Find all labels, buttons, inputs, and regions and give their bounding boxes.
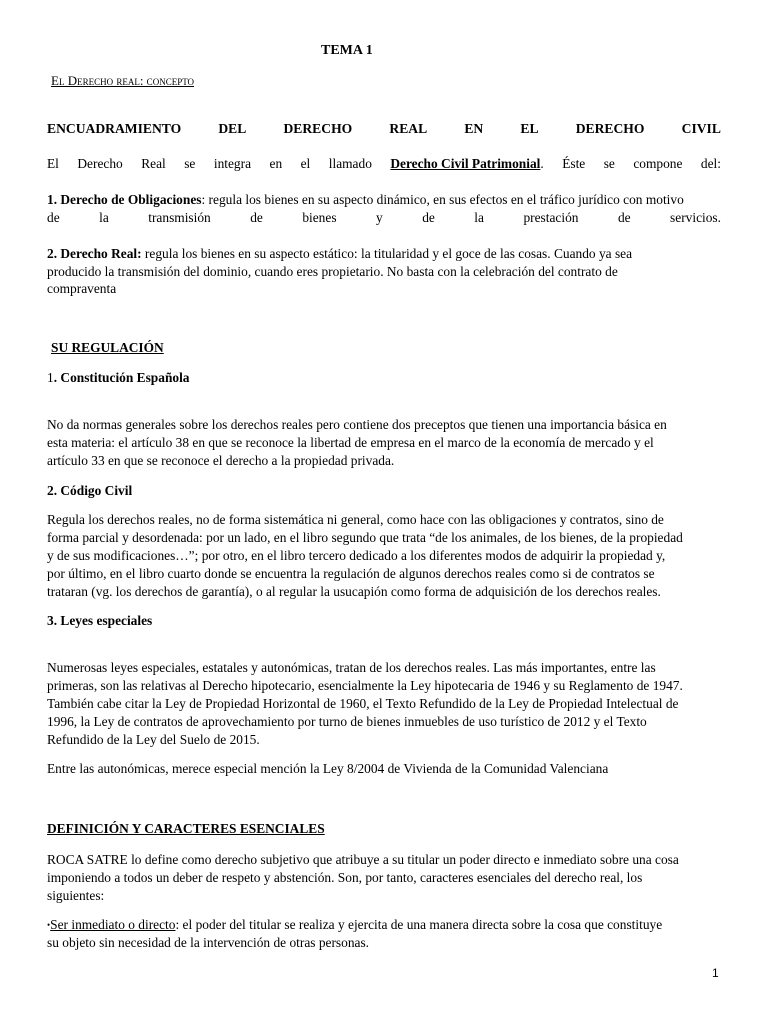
- derecho-real-label: 2. Derecho Real:: [47, 246, 142, 261]
- word: prestación: [523, 210, 579, 225]
- intro-word: se: [603, 156, 615, 171]
- intro-word: el: [300, 156, 311, 171]
- document-subtitle: El Derecho real: concepto: [51, 73, 195, 88]
- section-heading-regulacion: SU REGULACIÓN: [51, 340, 164, 355]
- autonomicas-line: Entre las autonómicas, merece especial mención la Ley 8/2004 de Vivienda de la Comunidad Valenciana: [47, 761, 609, 776]
- roca-line-2: imponiendo a todos un deber de respeto y abstención. Son, por tanto, caracteres esenciales del derecho real, los: [47, 870, 643, 885]
- word: de: [422, 210, 435, 225]
- heading-word: EN: [464, 121, 484, 136]
- constitucion-line-3: artículo 33 en que se reconoce el derecho a la propiedad privada.: [47, 453, 395, 468]
- leyes-especiales-title: 3. Leyes especiales: [47, 613, 153, 628]
- derecho-real-line-3: compraventa: [47, 281, 117, 296]
- intro-word: integra: [213, 156, 252, 171]
- codigo-civil-line-5: trataran (vg. los derechos de garantía), o al regular la usucapión como forma de adquisición de los derechos reales.: [47, 584, 661, 599]
- intro-word: Derecho: [77, 156, 123, 171]
- codigo-civil-line-2: forma parcial y desordenada: por un lado, en el libro segundo que trata “de los animales, de los bienes, de la propiedad: [47, 530, 683, 545]
- intro-word: del:: [700, 156, 721, 171]
- obligaciones-line-2: [47, 209, 721, 227]
- leyes-line-2: primeras, son las relativas al Derecho hipotecario, esencialmente la Ley hipotecaria de 1946 y su Reglamento de 1947.: [47, 678, 683, 693]
- derecho-real-line-2: producido la transmisión del dominio, cuando eres propietario. No basta con la celebración del contrato de: [47, 264, 618, 279]
- word: la: [99, 210, 109, 225]
- codigo-civil-title: 2. Código Civil: [47, 483, 133, 498]
- section-heading-definicion: DEFINICIÓN Y CARACTERES ESENCIALES: [47, 821, 325, 836]
- intro-word: compone: [633, 156, 683, 171]
- leyes-line-1: Numerosas leyes especiales, estatales y autonómicas, tratan de los derechos reales. Las más importantes, entre las: [47, 660, 656, 675]
- section-heading-encuadramiento: [47, 120, 721, 138]
- constitucion-line-2: esta materia: el artículo 38 en que se reconoce la libertad de empresa en el marco de la economía de mercado y el: [47, 435, 654, 450]
- intro-word: .: [540, 156, 544, 171]
- page-number: 1: [712, 966, 719, 980]
- codigo-civil-line-1: Regula los derechos reales, no de forma sistemática ni general, como hace con las obligaciones y contratos, sino de: [47, 512, 664, 527]
- word: de: [250, 210, 263, 225]
- word: servicios.: [670, 210, 721, 225]
- derecho-civil-patrimonial-term: Derecho Civil Patrimonial: [390, 156, 541, 171]
- heading-word: ENCUADRAMIENTO: [47, 121, 182, 136]
- codigo-civil-line-3: y de sus modificaciones…”; por otro, en el libro tercero dedicado a los diferentes modos de adquirir la propiedad y,: [47, 548, 666, 563]
- codigo-civil-line-4: por último, en el libro cuarto donde se encuentra la regulación de algunos derechos reales como si de contratos se: [47, 566, 655, 581]
- constitucion-title: [47, 369, 721, 387]
- obligaciones-text: : regula los bienes en su aspecto dinámico, en sus efectos en el tráfico jurídico con motivo: [201, 192, 684, 207]
- heading-word: CIVIL: [681, 121, 721, 136]
- intro-word: Real: [141, 156, 166, 171]
- heading-word: EL: [520, 121, 539, 136]
- constitucion-title-text: . Constitución Española: [53, 370, 190, 385]
- word: la: [474, 210, 484, 225]
- intro-paragraph: [47, 155, 721, 173]
- word: transmisión: [148, 210, 211, 225]
- obligaciones-label: 1. Derecho de Obligaciones: [47, 192, 202, 207]
- intro-word: en: [269, 156, 283, 171]
- intro-word: Éste: [562, 156, 586, 171]
- intro-word: se: [184, 156, 196, 171]
- derecho-real-line-1: [47, 245, 721, 263]
- bullet-icon: •: [47, 920, 51, 930]
- heading-word: DERECHO: [283, 121, 353, 136]
- roca-line-3: siguientes:: [47, 888, 105, 903]
- derecho-real-text: regula los bienes en su aspecto estático: la titularidad y el goce de las cosas. Cuando ya sea: [141, 246, 633, 261]
- word: de: [47, 210, 60, 225]
- intro-word: llamado: [328, 156, 372, 171]
- heading-word: REAL: [389, 121, 428, 136]
- tema-title: TEMA 1: [321, 43, 373, 58]
- roca-line-1: ROCA SATRE lo define como derecho subjetivo que atribuye a su titular un poder directo e inmediato sobre una cosa: [47, 852, 679, 867]
- leyes-line-3: También cabe citar la Ley de Propiedad Horizontal de 1960, el Texto Refundido de la Ley de Propiedad Intelectual de: [47, 696, 679, 711]
- inmediato-text: : el poder del titular se realiza y ejercita de una manera directa sobre la cosa que constituye: [175, 917, 663, 932]
- constitucion-line-1: No da normas generales sobre los derechos reales pero contiene dos preceptos que tienen una importancia básica en: [47, 417, 667, 432]
- document-page: [47, 0, 721, 1024]
- heading-word: DEL: [218, 121, 247, 136]
- word: y: [376, 210, 383, 225]
- leyes-line-5: Refundido de la Ley del Suelo de 2015.: [47, 732, 260, 747]
- inmediato-label: Ser inmediato o directo: [50, 917, 176, 932]
- constitucion-number: 1: [47, 370, 54, 385]
- word: bienes: [302, 210, 337, 225]
- word: de: [617, 210, 631, 225]
- leyes-line-4: 1996, la Ley de contratos de aprovechamiento por turno de bienes inmuebles de uso turístico de 2012 y el Texto: [47, 714, 647, 729]
- intro-word: El: [47, 156, 59, 171]
- obligaciones-line-1: [47, 191, 721, 209]
- caracter-inmediato-line-2: su objeto sin necesidad de la intervención de otras personas.: [47, 935, 370, 950]
- heading-word: DERECHO: [575, 121, 645, 136]
- caracter-inmediato-line-1: [47, 916, 721, 934]
